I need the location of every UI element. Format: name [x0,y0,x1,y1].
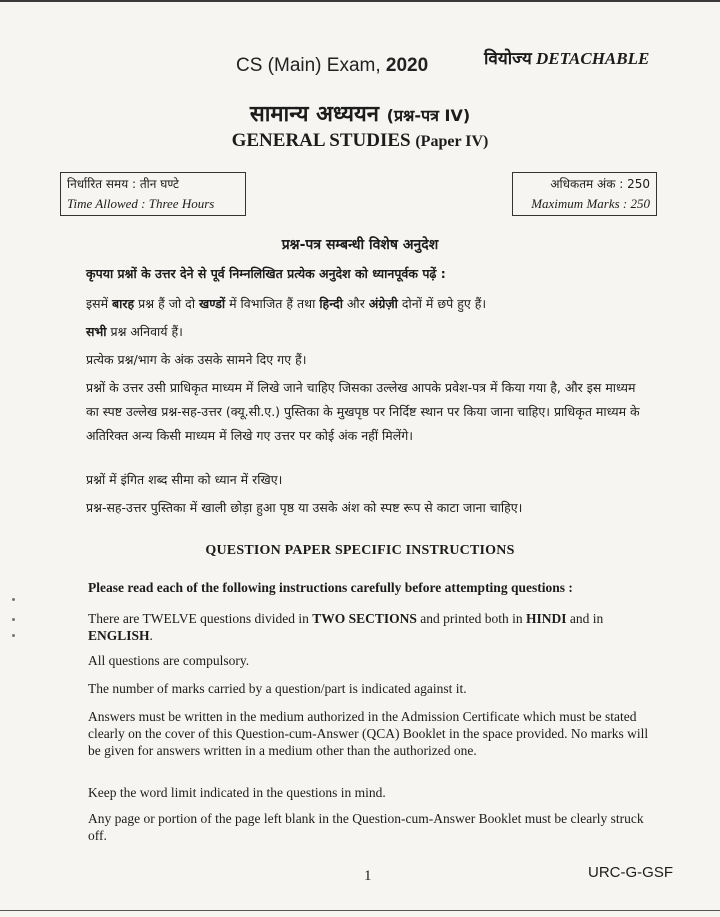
scan-speck [12,634,15,637]
hi-p1-bold3: हिन्दी [319,296,343,311]
title-hindi [0,98,720,128]
top-edge-line [0,0,720,2]
hi-p2-rest: प्रश्न अनिवार्य हैं। [106,324,183,339]
hi-p1-c: में विभाजित हैं तथा [225,296,320,311]
hi-p1-b: प्रश्न हैं जो दो [134,296,200,311]
detachable-label [484,46,649,69]
english-instructions-heading: QUESTION PAPER SPECIFIC INSTRUCTIONS [205,543,515,558]
paper-code: URC-G-GSF [588,864,673,881]
exam-year: 2020 [385,55,429,76]
en-p1-bold: TWO SECTIONS [312,611,417,626]
english-instruction-4: Answers must be written in the medium authorized in the Admission Certificate which must be stated clearly on the cover of this Question-cum-Answer (QCA) Booklet in the space provided. No marks will be given for answers written in a medium other than the authorized one. [88,709,649,758]
hindi-instructions-heading: प्रश्न-पत्र सम्बन्धी विशेष अनुदेश [281,237,439,253]
page-number: 1 [364,868,372,884]
exam-name [236,55,428,77]
en-p1-d: . [149,628,153,643]
time-allowed-english: Time Allowed : Three Hours [67,196,215,211]
hindi-instruction-2 [86,320,650,344]
title-english-text: GENERAL STUDIES [231,130,416,151]
hi-p1-e: दोनों में छपे हुए हैं। [397,296,487,311]
maximum-marks-box [512,172,657,216]
hi-p1-a: इसमें [86,296,113,311]
en-p1-c: and in [566,611,604,626]
exam-prefix: CS (Main) Exam, [236,55,386,76]
english-instruction-5: Keep the word limit indicated in the questions in mind. [88,785,386,800]
en-p1-bold2: HINDI [525,611,567,626]
title-english [0,130,720,152]
maximum-marks-english: Maximum Marks : 250 [531,196,650,211]
bottom-edge-line [0,910,720,911]
hi-p2-bold: सभी [86,324,107,339]
en-p1-a: There are TWELVE questions divided in [88,611,313,626]
hindi-instructions-intro: कृपया प्रश्नों के उत्तर देने से पूर्व निम्नलिखित प्रत्येक अनुदेश को ध्यानपूर्वक पढ़ें : [86,266,446,281]
hindi-instruction-6: प्रश्न-सह-उत्तर पुस्तिका में खाली छोड़ा हुआ पृष्ठ या उसके अंश को स्पष्ट रूप से काटा जाना चाहिए। [86,500,523,515]
hi-p1-d: और [342,296,369,311]
english-instructions-intro: Please read each of the following instructions carefully before attempting questions : [88,580,573,595]
scan-speck [12,618,15,621]
hindi-instruction-5: प्रश्नों में इंगित शब्द सीमा को ध्यान में रखिए। [86,472,283,487]
en-p1-b: and printed both in [416,611,526,626]
detachable-english: DETACHABLE [535,49,650,68]
hindi-instruction-4: प्रश्नों के उत्तर उसी प्राधिकृत माध्यम में लिखे जाने चाहिए जिसका उल्लेख आपके प्रवेश-पत्र में किया गया है, और इस माध्यम का स्पष्ट उल्लेख प्रश्न-सह-उत्तर (क्यू.सी.ए.) पुस्तिका के मुखपृष्ठ पर निर्दिष्ट स्थान पर किया जाना चाहिए। प्राधिकृत माध्यम के अतिरिक्त अन्य किसी माध्यम में लिखे गए उत्तर पर कोई अंक नहीं मिलेंगे। [86,380,640,443]
english-instruction-6: Any page or portion of the page left blank in the Question-cum-Answer Booklet must be clearly struck off. [88,811,644,843]
english-instruction-1 [88,610,652,644]
detachable-hindi: वियोज्य [484,49,536,68]
title-hindi-paper: (प्रश्न-पत्र IV) [386,106,471,125]
hi-p1-bold4: अंग्रेज़ी [368,296,398,311]
english-instruction-2: All questions are compulsory. [88,653,250,668]
time-allowed-hindi: निर्धारित समय : तीन घण्टे [67,177,179,191]
title-hindi-text: सामान्य अध्ययन [249,102,387,127]
hi-p1-bold2: खण्डों [199,296,226,311]
english-instruction-3: The number of marks carried by a question/part is indicated against it. [88,681,467,696]
hindi-instruction-3: प्रत्येक प्रश्न/भाग के अंक उसके सामने दिए गए हैं। [86,352,307,367]
time-allowed-box [60,172,246,216]
title-english-paper: (Paper IV) [415,133,489,150]
en-p1-bold3: ENGLISH [88,628,150,643]
maximum-marks-hindi: अधिकतम अंक : 250 [550,177,650,191]
hindi-instruction-1 [86,292,650,316]
hi-p1-bold: बारह [112,296,135,311]
scan-speck [12,598,15,601]
